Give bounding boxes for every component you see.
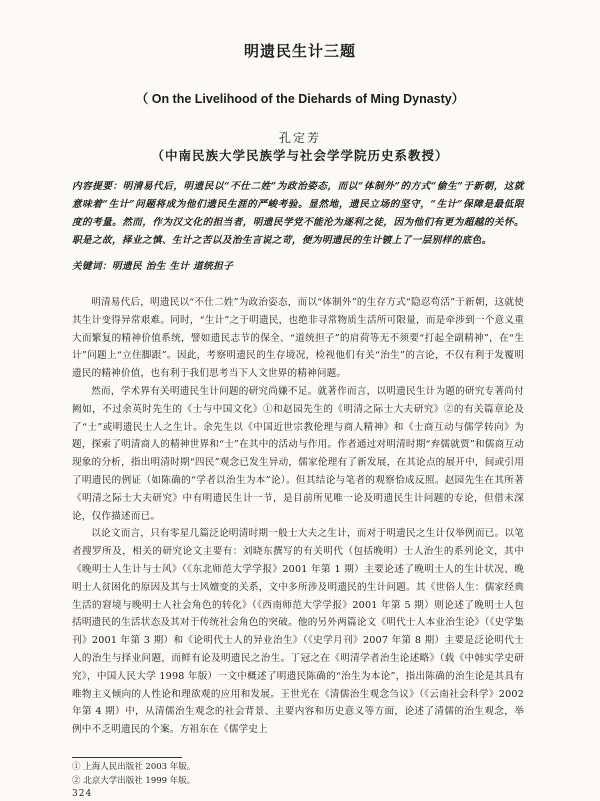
article-title: 明遗民生计三题 xyxy=(243,42,356,60)
footnotes xyxy=(72,760,524,788)
paragraph: 然而，学术界有关明遗民生计问题的研究尚嫌不足。就著作而言，以明遗民生计为题的研究专著尚付阙如，不过余英时先生的《士与中国文化》①和赵园先生的《明清之际士大夫研究》②的有关篇章论及了“士”或明遗民士人之生计。余先生以《中国近世宗教伦理与商人精神》和《士商互动与儒学转向》为题，探索了明清商人的精神世界和“士”在其中的活动与作用。作者通过对明清时期“弃儒就贾”和儒商互动现象的分析，指出明清时期“四民”观念已发生异动，儒家伦理有了新发展，在其论点的展开中，间或引用了明遗民的例证（如陈确的“学者以治生为本”论）。但其结论与笔者的观察恰成反照。赵园先生在其所著《明清之际士大夫研究》中有明遗民生计一节，是目前所见唯一论及明遗民生计问题的专论，但借未深论，仅作描述而已。 xyxy=(72,385,524,522)
footnote: ② 北京大学出版社 1999 年版。 xyxy=(72,776,196,786)
author-name: 孔定芳 xyxy=(278,131,321,145)
abstract: 内容提要：明清易代后，明遗民以“不仕二姓”为政治姿态，而以“体制外”的方式“偷生”于新朝，这就意味着“生计”问题将成为他们遗民生涯的严峻考验。显然地，遗民立场的坚守，“生计”保障是最低限度的考量。然而，作为汉文化的担当者，明遗民学党不能沦为逐利之徒，因为他们有更为超越的关怀。职是之故，择业之慎、生计之苦以及治生言说之苛，便为明遗民的生计镀上了一层别样的底色。 xyxy=(72,181,524,246)
footnote-divider xyxy=(72,757,182,758)
paragraph: 以论文而言，只有零星几篇泛论明清时期一般士大夫之生计，而对于明遗民之生计仅举例而已。以笔者搜罗所及，相关的研究论文主要有：刘晓东撰写的有关明代（包括晚明）士人治生的系列论文，其中《晚明士人生计与士风》（《东北师范大学学报》2001 年第 1 期）主要论述了晚明士人的生计状况、晚明士人贫困化的原因及其与士风嬗变的关系，文中多所涉及明遗民的生计问题。其《世俗人生：儒家经典生活的窘境与晚明士人社会角色的转化》（《西南师范大学学报》2001 年第 5 期）则论述了晚明士人包括明遗民的生活状态及其对于传统社会角色的突破。他的另外两篇论文《明代士人本业治生论》（《史学集刊》2001 年第 3 期）和《论明代士人的异业治生》（《史学月刊》2007 年第 8 期）主要是泛论明代士人的治生与择业问题，而鲜有论及明遗民之治生。丁冠之在《明清学者治生论述略》（载《中韩实学史研究》，中国人民大学 1998 年版）一文中概述了明遗民陈确的“治生为本论”，指出陈确的治生论是其具有唯物主义倾向的人性论和理欲观的应用和发展。王世光在《清儒治生观念刍议》（《云南社会科学》2002 年第 4 期）中，从清儒治生观念的社会背景、主要内容和历史意义等方面，论述了清儒的治生观念，举例中不乏明遗民的个案。方祖东在《儒学史上 xyxy=(72,528,524,736)
page-number: 324 xyxy=(72,789,93,799)
body-text xyxy=(72,294,524,739)
footnote: ① 上海人民出版社 2003 年版。 xyxy=(72,762,196,772)
keywords: 关键词：明遗民 治生 生计 道统担子 xyxy=(72,261,234,272)
paragraph: 明清易代后，明遗民以“不仕二姓”为政治姿态，而以“体制外”的生存方式“隐忍苟活”于新朝，这就使其生计变得异常艰难。同时，“生计”之于明遗民，也绝非寻常物质生活所可限量，而是牵涉到一个意义重大而繁复的精神价值系统，譬如遗民志节的保全、“道统担子”的肩荷等无不须要“打起全副精神”，在“生计”问题上“立住脚跟”。因此，考察明遗民的生存境况，检视他们有关“治生”的言论，不仅有利于发覆明遗民的精神价值，也有利于我们思考当下人文世界的精神问题。 xyxy=(72,297,524,380)
author-affiliation: （中南民族大学民族学与社会学学院历史系教授） xyxy=(151,148,449,163)
english-subtitle: （ On the Livelihood of the Diehards of Ming Dynasty） xyxy=(135,92,465,106)
